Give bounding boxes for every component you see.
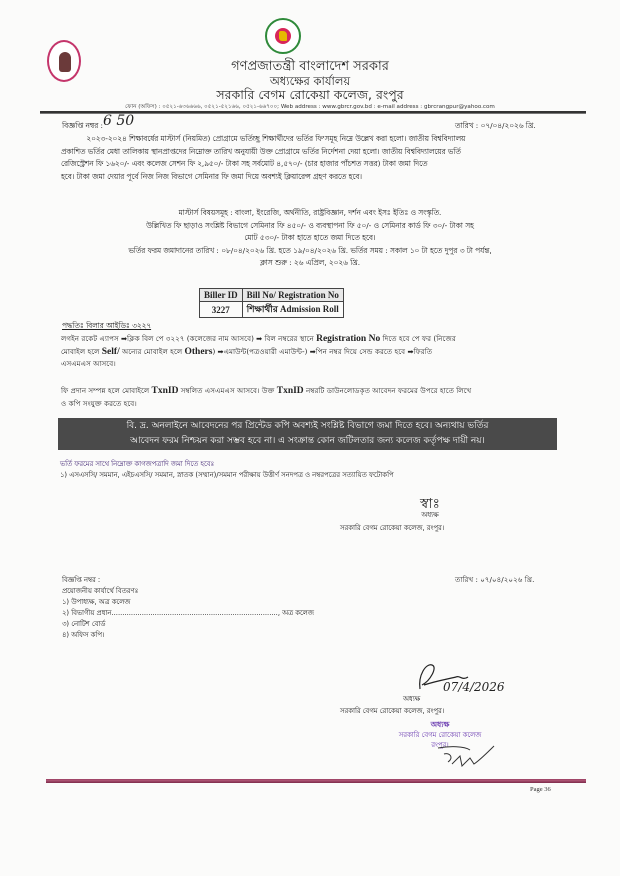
distribution-date: তারিখ : ০৭/০৪/২০২৬ খ্রি. [455, 575, 535, 584]
notice-number-handwritten: 6 50 [103, 113, 135, 129]
fees-line-1: উল্লিখিত ফি ছাড়াও সংশ্লিষ্ট বিভাগে সেমিনার ফি ৪৫০/- ও ব্যবস্থাপনা ফি ৫০/- ও সেমিনার কার্ড ফি ৩০/- টাকা সহ [146, 221, 474, 230]
steps-line-2 [61, 346, 561, 359]
banner-line-1: বি. দ্র. অনলাইনে আবেদনের পর প্রিন্টেড কপি অবশ্যই সংশ্লিষ্ট বিভাগে জমা দিতে হবে। অন্যথায় ভর্তির [126, 421, 489, 431]
steps-text: দিতে হবে পে ফর (নিজের [380, 334, 456, 343]
distribution-item: ৩) নোটিশ বোর্ড [62, 620, 106, 628]
stamp-line-1: সরকারি বেগম রোকেয়া কলেজ [398, 731, 482, 739]
txn-text: সম্বলিত এসএমএস আসবে। উক্ত [178, 386, 277, 395]
form-dates-line: ভর্তির ফরম জমাদানের তারিখ : ০৮/০৪/২০২৬ খ্রি. হতে ১৯/০৪/২০২৬ খ্রি. ভর্তির সময় : সকাল ১০ টা হতে দুপুর ৩ টা পর্যন্ত, [128, 246, 492, 255]
distribution-item: ২) বিভাগীয় প্রধান............................................................................., অত্র কলেজ [62, 609, 314, 617]
signature-institution: সরকারি বেগম রোকেয়া কলেজ, রংপুর। [340, 524, 445, 532]
important-note-banner [58, 418, 557, 450]
intro-paragraph [61, 133, 556, 183]
biller-id-value: 3227 [200, 302, 243, 318]
govt-title: গণপ্রজাতন্ত্রী বাংলাদেশ সরকার [231, 59, 389, 74]
intro-line: রেজিস্ট্রেশন ফি ১৬২০/- এবং কলেজ সেশন ফি ২,৯৫০/- টাকা সহ সর্বমোট ৪,৫৭০/- (চার হাজার পাঁচশত সত্তর) টাকা জমা দিতে [61, 159, 428, 168]
footer-divider [46, 779, 586, 783]
intro-line: প্রকাশিত ভর্তির মেধা তালিকায় স্থানপ্রাপ্তদের নিম্নোক্ত তারিখ অনুযায়ী উক্ত প্রোগ্রামে ভর্তির নির্দেশনা দেয়া হলো। জাতীয় বিশ্ববিদ্যালয়ের ভর্তি [61, 146, 461, 156]
fees-line-2: মোট ৫৩০/- টাকা হাতে হাতে জমা দিতে হবে। [244, 233, 376, 242]
steps-text: ) ➡এমাউন্ট(পত্রওয়ারী এমাউন্ট-) ➡পিন নম্বর দিয়ে সেন্ড করতে হবে ➡ফিরতি [212, 346, 433, 356]
payment-steps [61, 333, 561, 371]
self-term: Self/ [101, 346, 120, 357]
txn-line-2: ও কপি সংযুক্ত করতে হবে। [61, 398, 137, 408]
subjects-line: মাস্টার্স বিষয়সমূহ : বাংলা, ইংরেজি, অর্থনীতি, রাষ্ট্রবিজ্ঞান, দর্শন এবং ইসঃ ইতিঃ ও সংস্কৃতি. [178, 208, 442, 217]
distribution-item: ১) উপাধ্যক্ষ, অত্র কলেজ [62, 598, 131, 606]
txn-text: নম্বরটি ডাউনলোডকৃত আবেদন ফরমের উপরে হাতে লিখে [303, 386, 472, 395]
distribution-heading: প্রয়োজনীয় কার্যার্থে বিতরণঃ [62, 587, 139, 595]
documents-heading: ভর্তি ফরমের সাথে নিম্নোক্ত কাগজপত্রাদি জমা দিতে হবেঃ [60, 460, 215, 468]
bill-no-value: শিক্ষার্থীর Admission Roll [242, 302, 343, 318]
office-title: অধ্যক্ষের কার্যালয় [269, 74, 351, 88]
txn-line-1 [61, 385, 471, 398]
txnid-term: TxnID [151, 386, 179, 396]
distribution-item: ৪) অফিস কপি। [62, 631, 105, 639]
biller-table [199, 288, 344, 318]
distribution-number-label: বিজ্ঞপ্তি নম্বর : [62, 576, 101, 584]
txn-text: ফি প্রদান সম্পন্ন হলে মোবাইলে [61, 386, 152, 395]
banner-line-2: আবেদন ফরম নিশ্চয়ন করা সম্ভব হবে না। এ সংক্রান্ত কোন জটিলতার জন্য কলেজ কর্তৃপক্ষ দায়ী নয়। [130, 436, 485, 446]
college-title: সরকারি বেগম রোকেয়া কলেজ, রংপুর [216, 87, 404, 102]
biller-id-header: Biller ID [200, 289, 243, 302]
txn-instructions [61, 385, 471, 410]
notice-number-label: বিজ্ঞপ্তি নম্বর : [62, 121, 103, 130]
intro-line: ২০২৩-২০২৪ শিক্ষাবর্ষের মাস্টার্স (নিয়মিত) প্রোগ্রামে ভর্তিচ্ছু শিক্ষার্থীদের ভর্তির ফি'সমূহ নিম্নে উল্লেখ করা হলো। জাতীয় বিশ্ববিদ্যালয় [61, 134, 466, 143]
stamp-signature [430, 740, 500, 770]
notice-date: তারিখ : ০৭/০৪/২০২৬ খ্রি. [455, 121, 536, 130]
signature-2-role: অধ্যক্ষ [403, 695, 421, 703]
signature-role: অধ্যক্ষ [421, 511, 439, 519]
signature-mark: স্বাঃ [419, 496, 441, 512]
bill-no-header: Bill No/ Registration No [242, 289, 343, 302]
signature-2-institution: সরকারি বেগম রোকেয়া কলেজ, রংপুর। [340, 707, 445, 715]
registration-no-term: Registration No [316, 334, 381, 344]
page-number: Page 36 [530, 786, 551, 793]
others-term: Others [184, 346, 213, 357]
method-title: পদ্ধতিঃ বিলার আইডিঃ ৩২২৭ [62, 321, 152, 330]
government-seal-icon [265, 18, 301, 54]
intro-line: হবে। টাকা জমা দেয়ার পূর্বে নিজ নিজ বিভাগে সেমিনার ফি জমা দিয়ে অবশ্যই ক্লিয়ারেন্স গ্রহণ করতে হবে। [61, 171, 362, 181]
principal-signature-1 [380, 497, 480, 520]
steps-line-1 [61, 333, 561, 346]
required-documents [60, 459, 394, 481]
steps-text: লগইন রকেট এ্যাপস ➡ক্লিক বিল পে ৩২২৭ (কলেজের নাম আসবে) ➡ বিল নম্বরের স্থানে [61, 334, 317, 343]
documents-item-1: ১) এসএসসি/ সমমান, এইচএসসি/ সমমান, স্নাতক (সম্মান)/সমমান পরীক্ষায় উত্তীর্ণ সনদপত্র ও নম্বরপত্রের সত্যায়িত ফটোকপি [60, 471, 394, 479]
class-start-line: ক্লাস শুরু : ২৬ এপ্রিল, ২০২৬ খ্রি. [259, 258, 361, 267]
biller-table-header [200, 289, 344, 302]
signature-handwritten-date: 07/4/2026 [443, 680, 505, 694]
steps-text: মোবাইল হলে [61, 346, 102, 356]
distribution-list [62, 575, 314, 641]
txnid-term: TxnID [276, 386, 304, 396]
contact-line: ফোন (অফিস) : ০৫২১-৬৩৬৬৬৬, ০৫২১-৫২১৬৬, ০৫২১-৬৬৭০০; Web address : www.gbrcr.gov.bd : e-mail address : gbrcrangpur@yahoo.com [125, 104, 495, 110]
stamp-line-2: রংপুর। [431, 741, 449, 749]
biller-table-row [200, 302, 344, 318]
steps-line-3: এসএমএস আসবে। [61, 359, 116, 368]
stamp-title: অধ্যক্ষ [430, 720, 450, 729]
steps-text: অন্যের মোবাইল হলে [119, 346, 185, 356]
